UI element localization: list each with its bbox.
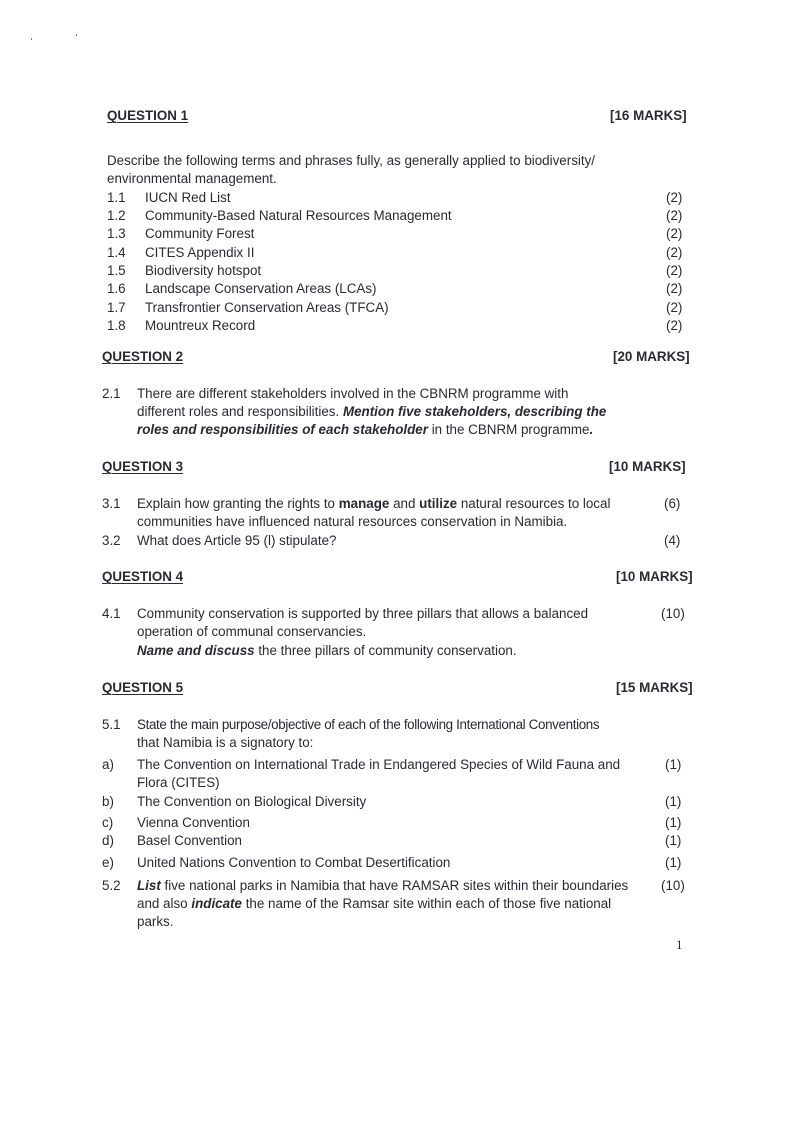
item-text: CITES Appendix II xyxy=(145,245,255,260)
item-number: 1.2 xyxy=(107,208,126,223)
item-letter: c) xyxy=(102,815,114,830)
item-text: United Nations Convention to Combat Desertification xyxy=(137,855,451,870)
question-3-total-marks: [10 MARKS] xyxy=(609,459,686,474)
item-letter: a) xyxy=(102,757,114,772)
question-2-heading: QUESTION 2 xyxy=(102,349,184,364)
question-3-heading: QUESTION 3 xyxy=(102,459,184,474)
item-text-emphasis: indicate xyxy=(191,896,242,911)
question-1-total-marks: [16 MARKS] xyxy=(610,108,687,123)
item-text: Landscape Conservation Areas (LCAs) xyxy=(145,281,377,296)
item-letter: d) xyxy=(102,833,114,848)
item-marks: (6) xyxy=(664,496,681,511)
item-text: What does Article 95 (l) stipulate? xyxy=(137,533,337,548)
item-text-line: There are different stakeholders involved in the CBNRM programme with xyxy=(137,386,569,401)
item-letter: b) xyxy=(102,794,114,809)
item-marks: (10) xyxy=(661,878,685,893)
item-text-plain: and xyxy=(389,496,420,511)
item-number: 1.8 xyxy=(107,318,126,333)
item-text-plain: the name of the Ramsar site within each of those five national xyxy=(241,896,612,911)
item-text: The Convention on Biological Diversity xyxy=(137,794,367,809)
item-marks: (2) xyxy=(666,281,683,296)
page-number: 1 xyxy=(676,937,683,952)
item-marks: (2) xyxy=(666,226,683,241)
item-number: 5.2 xyxy=(102,878,121,893)
question-5-total-marks: [15 MARKS] xyxy=(616,680,693,695)
item-number: 1.5 xyxy=(107,263,126,278)
item-text-line xyxy=(137,642,517,660)
item-marks: (2) xyxy=(666,208,683,223)
item-number: 3.2 xyxy=(102,533,121,548)
scan-artifact xyxy=(31,38,32,40)
item-text-plain: Explain how granting the rights to xyxy=(137,496,339,511)
item-marks: (1) xyxy=(665,855,682,870)
item-marks: (1) xyxy=(665,794,682,809)
scan-artifact xyxy=(76,34,77,36)
question-2-total-marks: [20 MARKS] xyxy=(613,349,690,364)
item-text-bold: manage xyxy=(338,496,390,511)
item-text: Mountreux Record xyxy=(145,318,256,333)
item-number: 1.3 xyxy=(107,226,126,241)
item-marks: (2) xyxy=(666,300,683,315)
item-text: IUCN Red List xyxy=(145,190,231,205)
item-text-line xyxy=(137,421,593,439)
item-text-plain: the three pillars of community conservation. xyxy=(254,643,517,658)
question-4-total-marks: [10 MARKS] xyxy=(616,569,693,584)
item-text: Biodiversity hotspot xyxy=(145,263,262,278)
item-text-line: parks. xyxy=(137,914,174,929)
item-number: 1.4 xyxy=(107,245,126,260)
item-marks: (10) xyxy=(661,606,685,621)
item-text: Vienna Convention xyxy=(137,815,250,830)
item-text-line: operation of communal conservancies. xyxy=(137,624,367,639)
item-text-emphasis: . xyxy=(589,422,594,437)
item-text-plain: different roles and responsibilities. xyxy=(137,404,343,419)
item-number: 4.1 xyxy=(102,606,121,621)
item-text-line xyxy=(137,895,611,913)
item-marks: (1) xyxy=(665,833,682,848)
item-text: Community Forest xyxy=(145,226,255,241)
item-marks: (2) xyxy=(666,245,683,260)
item-text-bold: utilize xyxy=(419,496,458,511)
item-text-plain: and also xyxy=(137,896,192,911)
item-text-plain: in the CBNRM programme xyxy=(427,422,590,437)
item-text-line: Flora (CITES) xyxy=(137,775,220,790)
item-text-plain: natural resources to local xyxy=(457,496,611,511)
item-text-plain: five national parks in Namibia that have RAMSAR sites within their boundaries xyxy=(160,878,629,893)
item-text-line: Community conservation is supported by three pillars that allows a balanced xyxy=(137,606,589,621)
item-marks: (2) xyxy=(666,318,683,333)
item-text-line: The Convention on International Trade in Endangered Species of Wild Fauna and xyxy=(137,757,621,772)
item-text-emphasis: List xyxy=(137,878,161,893)
item-marks: (2) xyxy=(666,190,683,205)
item-text-line xyxy=(137,403,606,421)
item-text-emphasis: roles and responsibilities of each stakeholder xyxy=(137,422,428,437)
item-text: Community-Based Natural Resources Management xyxy=(145,208,452,223)
item-text-line xyxy=(137,495,610,513)
item-text-line: communities have influenced natural resources conservation in Namibia. xyxy=(137,514,568,529)
item-marks: (1) xyxy=(665,815,682,830)
item-number: 1.7 xyxy=(107,300,126,315)
question-5-heading: QUESTION 5 xyxy=(102,680,184,695)
item-text: Transfrontier Conservation Areas (TFCA) xyxy=(145,300,389,315)
item-number: 1.6 xyxy=(107,281,126,296)
item-text-line: that Namibia is a signatory to: xyxy=(137,735,314,750)
item-text-emphasis: Name and discuss xyxy=(137,643,255,658)
item-marks: (1) xyxy=(665,757,682,772)
item-text: Basel Convention xyxy=(137,833,242,848)
item-number: 1.1 xyxy=(107,190,126,205)
item-number: 5.1 xyxy=(102,717,121,732)
item-marks: (2) xyxy=(666,263,683,278)
question-1-heading: QUESTION 1 xyxy=(107,108,189,123)
question-1-intro: Describe the following terms and phrases fully, as generally applied to biodiversity/ xyxy=(107,153,596,168)
item-text-line xyxy=(137,877,628,895)
question-4-heading: QUESTION 4 xyxy=(102,569,184,584)
item-marks: (4) xyxy=(664,533,681,548)
item-text-emphasis: Mention five stakeholders, describing the xyxy=(342,404,607,419)
item-text-line: State the main purpose/objective of each of the following International Conventions xyxy=(137,717,600,732)
item-number: 3.1 xyxy=(102,496,121,511)
question-1-intro-cont: environmental management. xyxy=(107,171,277,186)
item-number: 2.1 xyxy=(102,386,121,401)
item-letter: e) xyxy=(102,855,114,870)
